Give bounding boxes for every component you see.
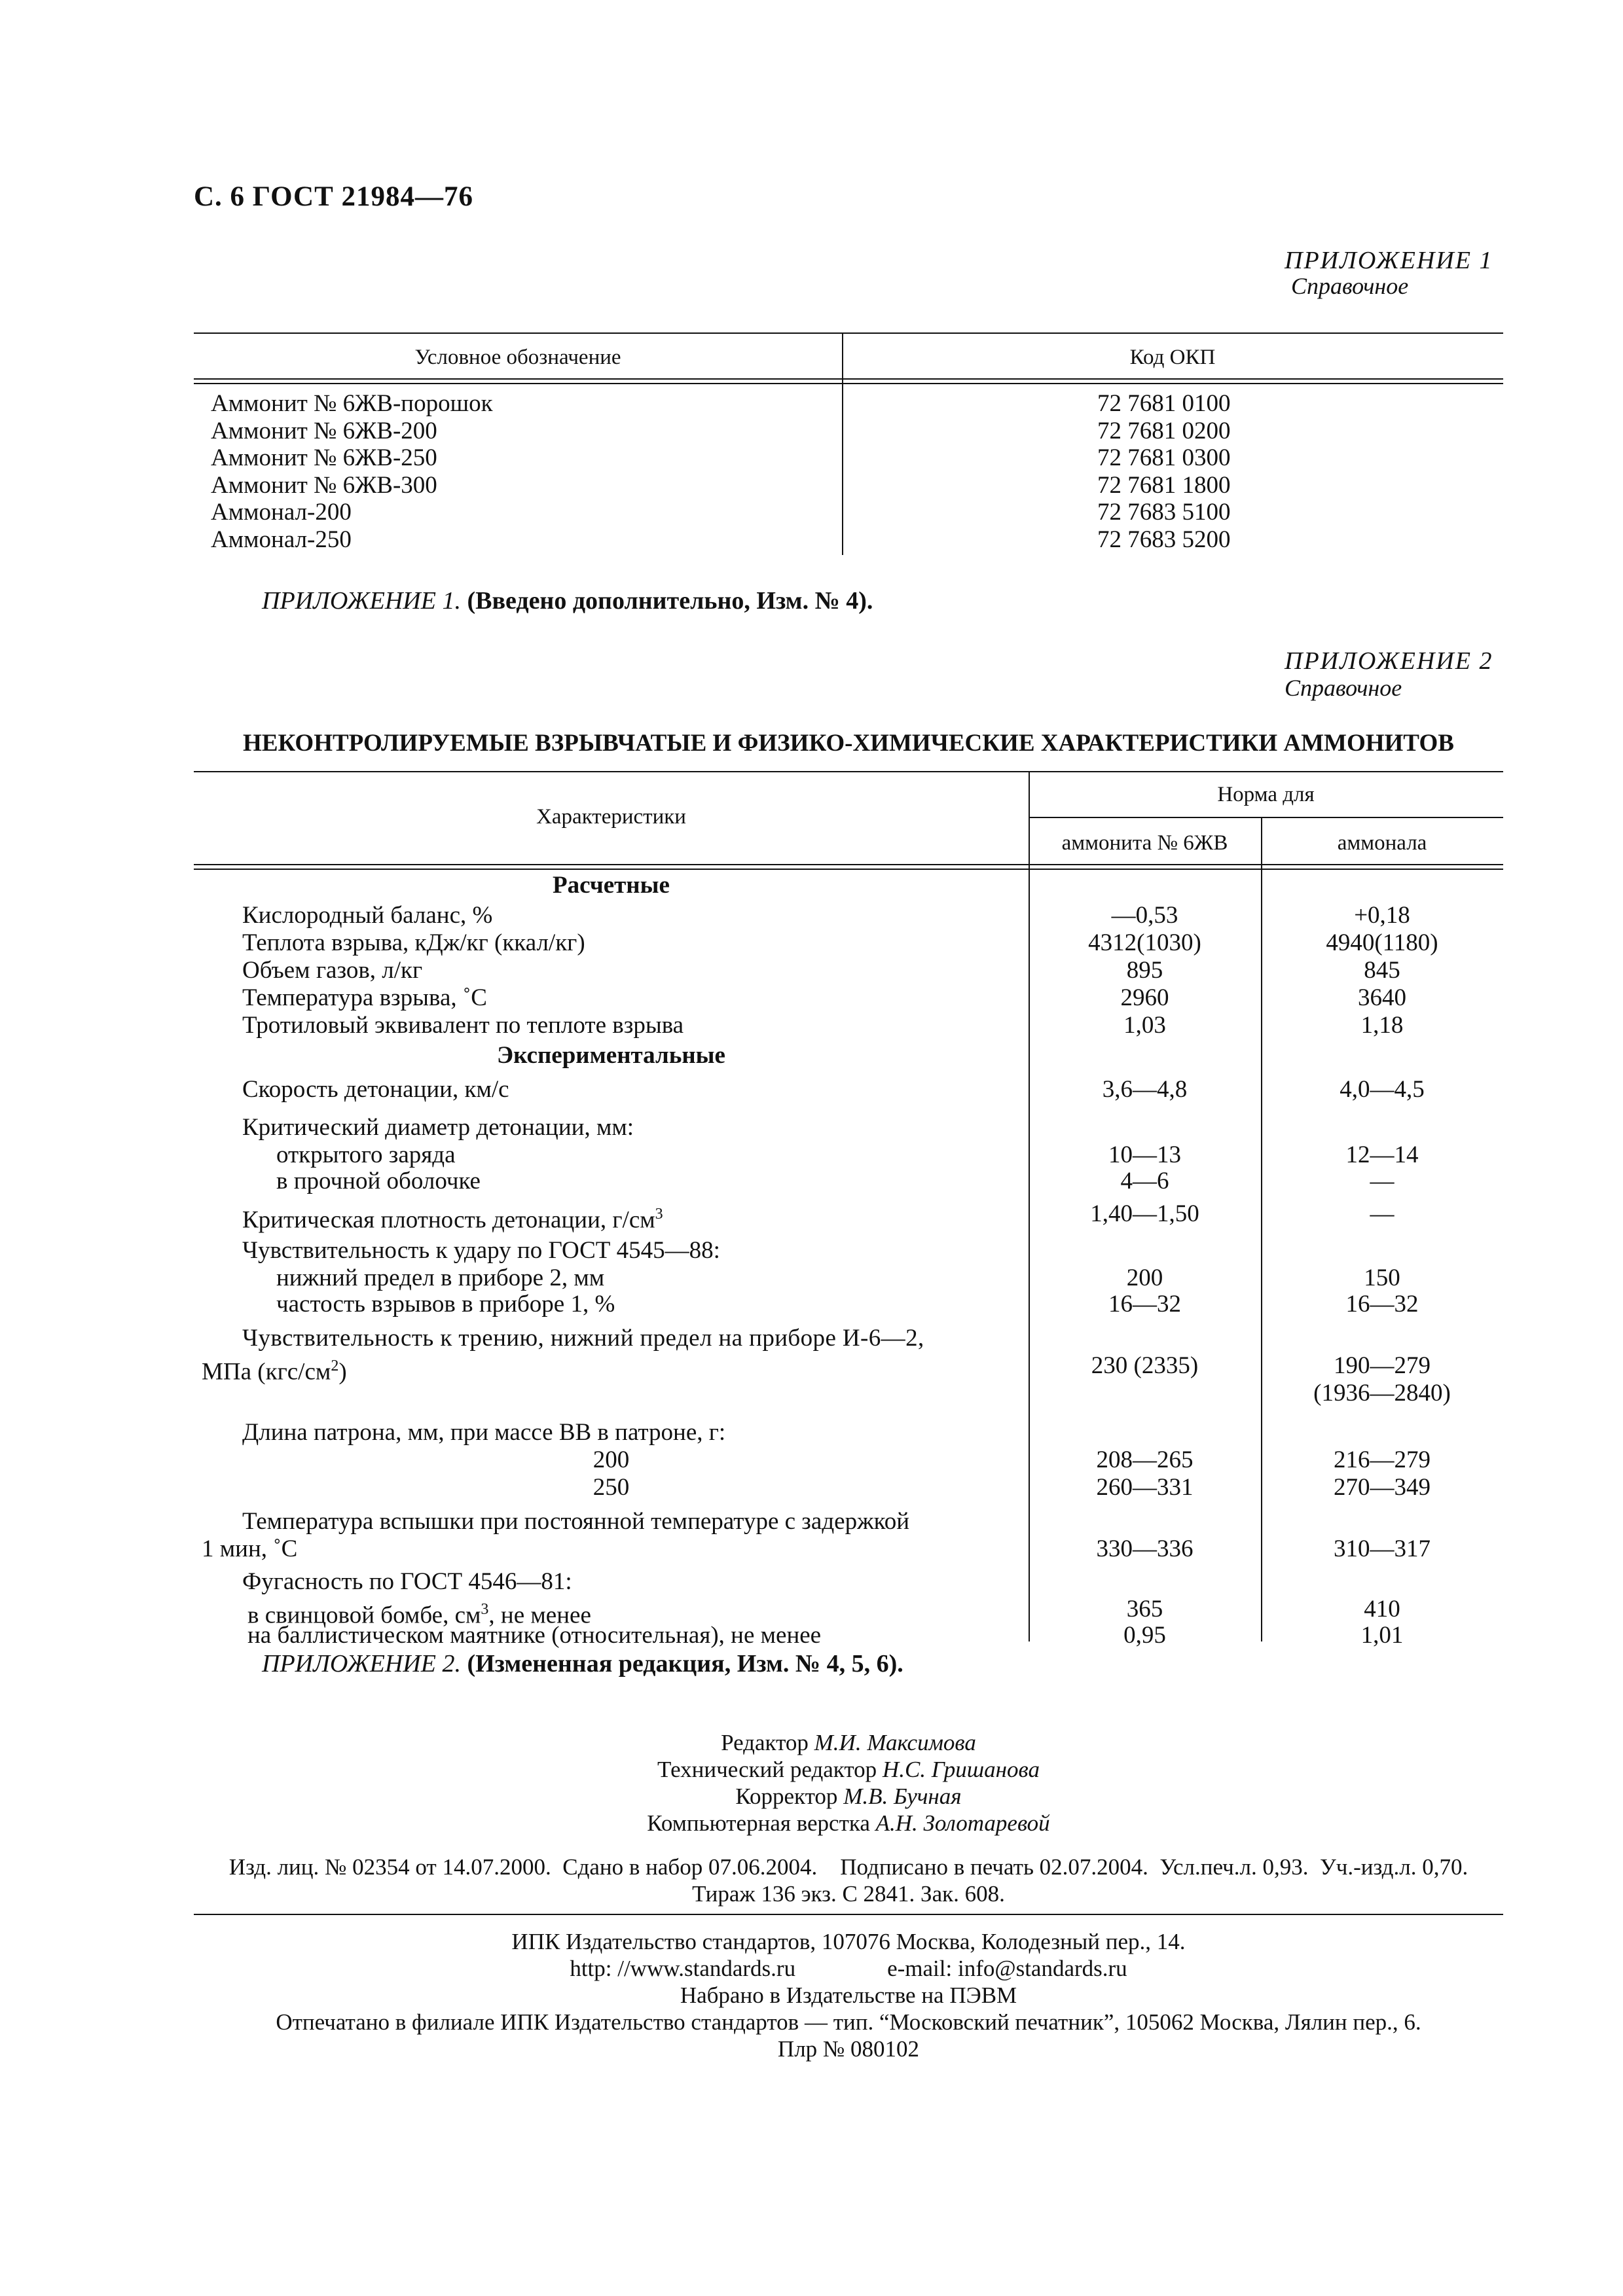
row-label: Чувствительность к трению, нижний предел на приборе И-6—2, <box>242 1325 924 1352</box>
appendix2-label: ПРИЛОЖЕНИЕ 2 <box>1285 647 1493 675</box>
row-value-ammonal: 216—279 <box>1334 1446 1431 1473</box>
row-label: 200 <box>593 1446 630 1473</box>
section-experimental: Экспериментальные <box>497 1042 725 1069</box>
row-value-ammonal: 190—279 <box>1334 1352 1431 1379</box>
row-value-ammonite: 200 <box>1126 1265 1163 1291</box>
table-header-designation: Условное обозначение <box>414 346 621 369</box>
row-value-ammonite: 1,03 <box>1123 1012 1166 1039</box>
table-cell: Аммонит № 6ЖВ-250 <box>211 444 437 471</box>
row-value-ammonal: 3640 <box>1358 984 1406 1011</box>
table-cell: Аммонит № 6ЖВ-200 <box>211 417 437 444</box>
row-value-ammonite: 16—32 <box>1108 1291 1181 1318</box>
row-label-tail: ) <box>338 1358 347 1386</box>
row-value-ammonite: 330—336 <box>1096 1535 1194 1562</box>
okp-code-column <box>1097 390 1231 553</box>
row-value-ammonal: — <box>1370 1200 1395 1227</box>
row-label: Объем газов, л/кг <box>242 957 423 984</box>
table-cell: 72 7681 0200 <box>1097 417 1231 444</box>
footer-rule <box>194 1914 1503 1915</box>
row-value-ammonal: 410 <box>1364 1596 1400 1623</box>
credit-editor <box>194 1729 1503 1756</box>
row-value-ammonite: 4—6 <box>1120 1168 1169 1194</box>
table-cell: 72 7681 0300 <box>1097 444 1231 471</box>
row-value-ammonal: 4940(1180) <box>1326 929 1438 956</box>
row-label: Скорость детонации, км/с <box>242 1076 509 1103</box>
row-value-ammonal: 16—32 <box>1345 1291 1419 1318</box>
appendix1-note <box>262 586 873 615</box>
table-cell: Аммонал-250 <box>211 526 352 553</box>
row-label: 250 <box>593 1474 630 1501</box>
table-cell: 72 7683 5200 <box>1097 526 1231 553</box>
publisher-license: Плр № 080102 <box>777 2036 920 2062</box>
appendix2-note-ref: ПРИЛОЖЕНИЕ 2. <box>262 1650 461 1677</box>
credit-role: Корректор <box>735 1784 838 1809</box>
row-label-text: в свинцовой бомбе, см <box>247 1602 481 1629</box>
row-value-ammonal: (1936—2840) <box>1313 1380 1451 1407</box>
row-value-ammonite: 4312(1030) <box>1088 929 1201 956</box>
superscript: 2 <box>331 1357 339 1374</box>
row-value-ammonite: 2960 <box>1120 984 1169 1011</box>
row-label: нижний предел в приборе 2, мм <box>276 1265 605 1291</box>
row-value-ammonal: +0,18 <box>1354 902 1410 929</box>
row-value-ammonal: 150 <box>1364 1265 1400 1291</box>
appendix1-sub: Справочное <box>1291 273 1409 299</box>
table-header-okp-code: Код ОКП <box>1129 346 1216 369</box>
table-cell: 72 7681 1800 <box>1097 471 1231 499</box>
superscript: 3 <box>481 1601 489 1618</box>
row-value-ammonal: — <box>1370 1168 1395 1194</box>
row-value-ammonite: 895 <box>1126 957 1163 984</box>
publisher-typeset: Набрано в Издательстве на ПЭВМ <box>680 1982 1017 2008</box>
credits-block <box>194 1729 1503 1837</box>
credit-role: Редактор <box>721 1730 809 1755</box>
appendix1-note-ref: ПРИЛОЖЕНИЕ 1. <box>262 587 461 615</box>
row-label <box>242 1200 663 1234</box>
publisher-email-link[interactable]: e-mail: info@standards.ru <box>887 1956 1127 1981</box>
table-cell: Аммонит № 6ЖВ-порошок <box>211 390 493 417</box>
row-value-ammonite: 0,95 <box>1123 1622 1166 1649</box>
superscript: 3 <box>655 1206 663 1223</box>
row-value-ammonite: 3,6—4,8 <box>1102 1076 1188 1103</box>
publisher-address: ИПК Издательство стандартов, 107076 Москва, Колодезный пер., 14. <box>511 1929 1186 1954</box>
appendix1-table <box>194 332 1503 555</box>
row-label: открытого заряда <box>276 1141 456 1168</box>
row-label: Критический диаметр детонации, мм: <box>242 1114 634 1141</box>
row-value-ammonal: 310—317 <box>1334 1535 1431 1562</box>
row-value-ammonal: 1,18 <box>1360 1012 1404 1039</box>
row-label: Температура взрыва, ˚С <box>242 984 487 1011</box>
row-label: Длина патрона, мм, при массе ВВ в патроне, г: <box>242 1419 726 1446</box>
row-value-ammonite: 365 <box>1126 1596 1163 1623</box>
row-value-ammonal: 845 <box>1364 957 1400 984</box>
table-cell: Аммонал-200 <box>211 499 352 526</box>
credit-layout <box>194 1810 1503 1837</box>
row-value-ammonite: 260—331 <box>1096 1474 1194 1501</box>
row-value-ammonal: 4,0—4,5 <box>1340 1076 1425 1103</box>
row-label: Фугасность по ГОСТ 4546—81: <box>242 1568 572 1595</box>
row-label: Кислородный баланс, % <box>242 902 493 929</box>
row-label: 1 мин, ˚С <box>202 1535 298 1562</box>
credit-proofreader <box>194 1783 1503 1810</box>
credit-name: А.Н. Золотаревой <box>875 1810 1050 1836</box>
row-label-text: Критическая плотность детонации, г/см <box>242 1206 655 1234</box>
credit-role: Технический редактор <box>657 1757 877 1782</box>
table-rule <box>194 771 1503 772</box>
section-calculated: Расчетные <box>553 872 670 899</box>
table-cell: Аммонит № 6ЖВ-300 <box>211 471 437 499</box>
row-value-ammonite: 10—13 <box>1108 1141 1181 1168</box>
table-rule <box>194 383 1503 384</box>
row-label: Тротиловый эквивалент по теплоте взрыва <box>242 1012 684 1039</box>
table-rule <box>194 864 1503 865</box>
table-cell: 72 7683 5100 <box>1097 499 1231 526</box>
table-cell: 72 7681 0100 <box>1097 390 1231 417</box>
appendix1-note-text: (Введено дополнительно, Изм. № 4). <box>467 587 873 615</box>
row-value-ammonal: 1,01 <box>1360 1622 1404 1649</box>
credit-tech-editor <box>194 1756 1503 1783</box>
table-header-ammonite: аммонита № 6ЖВ <box>1061 831 1228 855</box>
row-label: Теплота взрыва, кДж/кг (ккал/кг) <box>242 929 585 956</box>
appendix2-sub: Справочное <box>1285 675 1402 701</box>
row-label: Температура вспышки при постоянной температуре с задержкой <box>242 1508 910 1535</box>
table-rule <box>194 332 1503 334</box>
publisher-website-link[interactable]: http: //www.standards.ru <box>570 1956 796 1981</box>
appendix1-label: ПРИЛОЖЕНИЕ 1 <box>1285 247 1493 274</box>
publisher-printed: Отпечатано в филиале ИПК Издательство стандартов — тип. “Московский печатник”, 105062 Москва, Лялин пер., 6. <box>276 2009 1421 2035</box>
row-label: в прочной оболочке <box>276 1168 481 1194</box>
page-header: С. 6 ГОСТ 21984—76 <box>194 181 474 212</box>
row-label-text: МПа (кгс/см <box>202 1358 331 1386</box>
table-rule <box>194 869 1503 870</box>
table-rule <box>194 378 1503 380</box>
row-label: на баллистическом маятнике (относительная), не менее <box>247 1622 822 1649</box>
table-rule <box>1029 817 1503 818</box>
credit-name: М.В. Бучная <box>843 1784 962 1809</box>
credit-name: Н.С. Гришанова <box>882 1757 1040 1782</box>
row-label: Чувствительность к удару по ГОСТ 4545—88: <box>242 1237 720 1264</box>
table-header-norm: Норма для <box>1217 783 1315 806</box>
appendix2-title: НЕКОНТРОЛИРУЕМЫЕ ВЗРЫВЧАТЫЕ И ФИЗИКО-ХИМИЧЕСКИЕ ХАРАКТЕРИСТИКИ АММОНИТОВ <box>243 730 1454 757</box>
imprint-line-1: Изд. лиц. № 02354 от 14.07.2000. Сдано в набор 07.06.2004. Подписано в печать 02.07.2004. Усл.печ.л. 0,93. Уч.-изд.л. 0,70. <box>228 1854 1468 1880</box>
appendix2-note <box>262 1649 903 1678</box>
credit-role: Компьютерная верстка <box>647 1810 870 1836</box>
publisher-contacts <box>194 1955 1503 1982</box>
row-value-ammonite: 230 (2335) <box>1091 1352 1199 1379</box>
row-value-ammonal: 12—14 <box>1345 1141 1419 1168</box>
row-value-ammonal: 270—349 <box>1334 1474 1431 1501</box>
designation-column <box>211 390 493 553</box>
appendix2-table <box>194 771 1503 1649</box>
imprint-line-2: Тираж 136 экз. С 2841. Зак. 608. <box>692 1881 1005 1907</box>
row-label: частость взрывов в приборе 1, % <box>276 1291 615 1318</box>
row-label <box>202 1352 347 1386</box>
row-value-ammonite: 1,40—1,50 <box>1090 1200 1199 1227</box>
appendix2-note-text: (Измененная редакция, Изм. № 4, 5, 6). <box>467 1650 903 1677</box>
table-header-ammonal: аммонала <box>1337 831 1427 855</box>
row-value-ammonite: —0,53 <box>1111 902 1178 929</box>
row-value-ammonite: 208—265 <box>1096 1446 1194 1473</box>
table-header-characteristics: Характеристики <box>536 805 686 829</box>
row-label-tail: , не менее <box>488 1602 591 1629</box>
credit-name: М.И. Максимова <box>814 1730 976 1755</box>
